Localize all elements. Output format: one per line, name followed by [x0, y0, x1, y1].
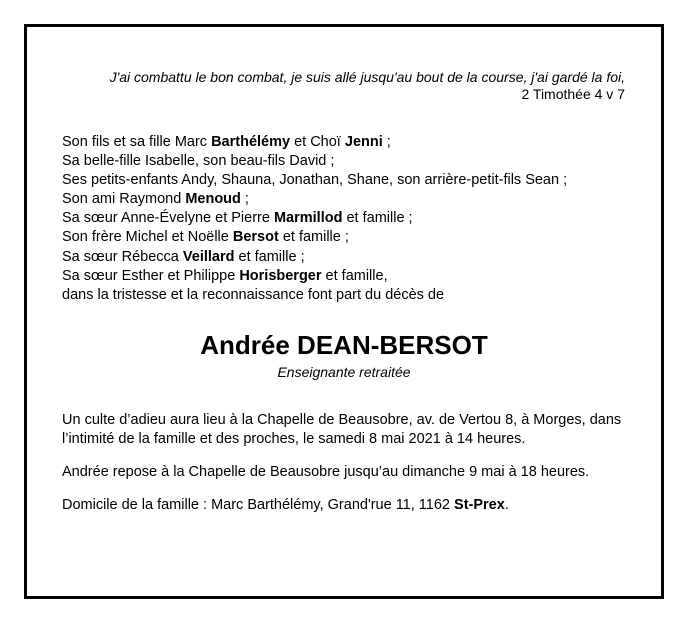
family-text: Son ami Raymond — [62, 191, 186, 208]
family-name: Barthélémy — [211, 134, 291, 150]
deceased-role: Enseignante retraitée — [277, 364, 411, 380]
family-name: Menoud — [185, 191, 241, 208]
family-name: Veillard — [182, 248, 235, 265]
family-text: et Choï — [290, 134, 345, 150]
family-line — [62, 286, 567, 305]
family-line — [62, 267, 567, 286]
family-text: et famille, — [321, 267, 388, 284]
rest-paragraph: Andrée repose à la Chapelle de Beausobre jusqu’au dimanche 9 mai à 18 heures. — [62, 464, 590, 480]
family-text: Son fils et sa fille Marc — [62, 134, 212, 150]
domicile-text: Domicile de la famille : Marc Barthélémy, Grand'rue 11, 1162 — [62, 497, 455, 513]
family-text: Son frère Michel et Noëlle — [62, 229, 233, 246]
family-text: Sa sœur Esther et Philippe — [62, 267, 240, 284]
family-text: dans la tristesse et la reconnaissance font part du décès de — [62, 286, 445, 303]
family-line — [62, 248, 567, 267]
epigraph-quote: J'ai combattu le bon combat, je suis allé jusqu'au bout de la course, j'ai gardé la foi, — [109, 69, 625, 85]
family-name: Bersot — [232, 229, 279, 246]
epigraph — [110, 69, 625, 103]
ceremony-paragraph: Un culte d’adieu aura lieu à la Chapelle de Beausobre, av. de Vertou 8, à Morges, dans l’intimité de la famille et des proches, le samedi 8 mai 2021 à 14 heures. — [62, 412, 622, 447]
family-text: Sa sœur Rébecca — [62, 248, 183, 265]
family-line — [62, 209, 567, 228]
family-name: Jenni — [344, 134, 383, 150]
obituary-frame — [24, 24, 664, 599]
deceased-name: Andrée DEAN-BERSOT — [200, 330, 488, 360]
family-line — [62, 133, 567, 152]
family-line — [62, 152, 567, 171]
domicile-end: . — [504, 497, 509, 513]
family-text: et famille ; — [234, 248, 305, 265]
family-text: Ses petits-enfants Andy, Shauna, Jonathan, Shane, son arrière-petit-fils Sean ; — [62, 172, 568, 189]
deceased-block — [27, 329, 661, 381]
family-text: et famille ; — [342, 210, 413, 227]
family-text: et famille ; — [278, 229, 349, 246]
announcement-paragraphs — [62, 411, 632, 529]
family-text: Sa belle-fille Isabelle, son beau-fils David ; — [62, 153, 335, 170]
family-text: ; — [382, 134, 391, 150]
family-list — [62, 133, 567, 305]
family-line — [62, 228, 567, 247]
domicile-town: St-Prex — [454, 497, 505, 513]
family-line — [62, 171, 567, 190]
domicile-paragraph — [62, 496, 632, 515]
family-name: Horisberger — [239, 267, 322, 284]
family-text: ; — [240, 191, 249, 208]
family-line — [62, 190, 567, 209]
epigraph-reference: 2 Timothée 4 v 7 — [521, 86, 625, 102]
family-name: Marmillod — [273, 210, 343, 227]
family-text: Sa sœur Anne-Évelyne et Pierre — [62, 210, 274, 227]
